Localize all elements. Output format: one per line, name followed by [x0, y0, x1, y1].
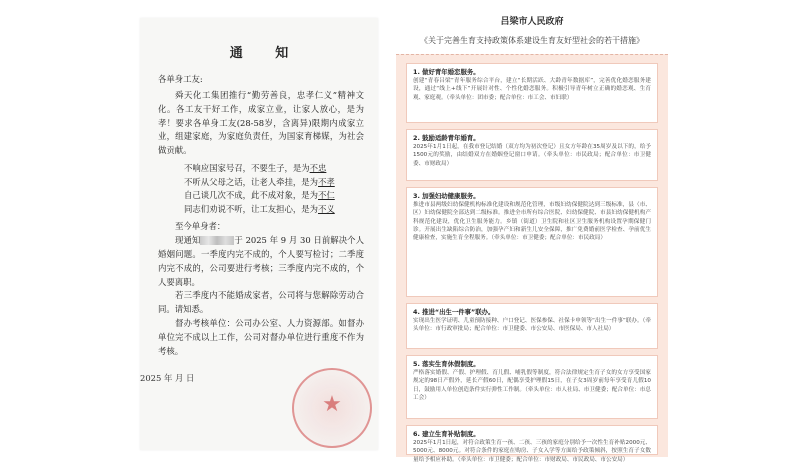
policy-card-1 [406, 63, 658, 123]
seal-star-icon: ★ [322, 392, 342, 417]
notice-address: 至今单身者： [175, 221, 226, 232]
notice-title: 通 知 [229, 46, 303, 61]
policy-document [392, 10, 672, 463]
government-title: 吕梁市人民政府 [500, 17, 564, 27]
policy-card-2 [406, 129, 658, 181]
policy-card-5 [406, 355, 658, 419]
notice-paragraph-2: 现通知 于 2025 年 9 月 30 日前解决个人婚姻问题。一季度内完不成的，个人要写检讨；二季度内完不成的，公司要进行考核；三季度内完不成的，个人要离职。 [158, 235, 364, 287]
policy-card-heading: 1. 做好青年婚恋服务。 [413, 68, 480, 76]
notice-date: 2025 年 月 日 [140, 373, 195, 383]
company-seal [292, 368, 372, 448]
notice-vow-1: 不响应国家号召，不要生子，是为不忠 [184, 162, 327, 173]
notice-paragraph-3: 若三季度内不能婚成家者，公司将与您解除劳动合同。请知悉。 [158, 290, 364, 315]
policy-title: 《关于完善生育支持政策体系建设生育友好型社会的若干措施》 [420, 36, 644, 45]
notice-vow-3: 自己谈几次不成，此不成对象，是为不仁 [184, 190, 335, 201]
policy-card-body: 严格落实婚假、产假、护理假、育儿假、哺乳假等制度，符合法律规定生育子女的女方享受国家规定的98日产假外，延长产假60日，配偶享受护理假15日，在子女3周岁前每年享受育儿假10日，鼓励用人单位创造条件实行弹性工作制。（牵头单位：市人社局、市卫健委；配合单位：市总工会） [413, 370, 651, 401]
notice-paragraph-1: 舜天化工集团推行“勤劳善良，忠孝仁义”精神文化。各工友干好工作，成家立业，让家人放心，是为孝！要求各单身工友(28-58岁，含离异)限期内成家立业，组建家庭，为家庭负责任，为国家育梯媒，为社会做贡献。 [158, 90, 364, 156]
notice-vow-4: 同志们劝说不听，让工友担心，是为不义 [184, 203, 335, 214]
policy-card-heading: 2. 鼓励适龄青年婚育。 [413, 134, 480, 142]
notice-greeting: 各单身工友: [158, 74, 203, 84]
redacted-name [200, 236, 234, 245]
policy-card-body: 推进市县两级妇幼保健机构标准化建设和规范化管理，市级妇幼保健院达到三级标准，县（市、区）妇幼保健院全部达到二级标准。推进全市所有综合医院、妇幼保健院、市县妇幼保健机构产科规范化建设，优化卫生服务能力。乡镇（街道）卫生院和社区卫生服务机构设置孕期保健门诊。开展出生缺陷综合防治，加强孕产妇和新生儿安全保障，推广免费婚前医学检查、孕前优生健康检查，实施生育全程服务。（牵头单位：市卫健委；配合单位：市民政局） [413, 202, 651, 242]
policy-card-body: 2025年1月1日起，在我市登记结婚（双方均为初次登记）且女方年龄在35周岁及以下的，给予1500元的奖励，由结婚双方在婚姻登记窗口申请。（牵头单位：市民政局；配合单位：市卫健委、市财政局） [413, 144, 651, 167]
policy-card-3 [406, 187, 658, 297]
policy-card-body: 2025年1月1日起，对符合政策生育一孩、二孩、三孩的家庭分别给予一次性生育补贴2000元、5000元、8000元。对符合条件的家庭在购房、子女入学等方面给予政策倾斜，按照生育子女数量给予相应补助。（牵头单位：市卫健委；配合单位：市财政局、市民政局、市公安局） [413, 440, 651, 463]
policy-card-6 [406, 425, 658, 463]
notice-paragraph-4: 督办考核单位：公司办公室、人力资源部。如督办单位完不成以上工作，公司对督办单位进行重度不作为考核。 [158, 317, 364, 356]
notice-vow-2: 不听从父母之话，让老人牵挂，是为不孝 [184, 176, 335, 187]
policy-card-heading: 3. 加强妇幼健康服务。 [413, 192, 480, 200]
policy-card-heading: 4. 推进“出生一件事”联办。 [413, 308, 495, 316]
policy-card-body: 实现出生医学证明、儿童预防接种、户口登记、医保参保、社保卡申领等“出生一件事”联办。（牵头单位：市行政审批局；配合单位：市卫健委、市公安局、市医保局、市人社局） [413, 318, 651, 333]
policy-card-4 [406, 303, 658, 349]
policy-card-heading: 5. 落实生育休假制度。 [413, 360, 480, 368]
notice-document [140, 18, 378, 450]
policy-panel [396, 54, 668, 463]
policy-card-body: 创建“青春吕梁”青年服务综合平台，建立“长期活跃、大龄青年数据库”，完善优化婚恋服务建设，通过“线上+线下”开展针对性、个性化婚恋服务。积极引导青年树立正确的婚恋观、生育观、家庭观。（牵头单位：团市委；配合单位：市工会、市妇联） [413, 78, 651, 101]
policy-card-heading: 6. 建立生育补贴制度。 [413, 430, 480, 438]
